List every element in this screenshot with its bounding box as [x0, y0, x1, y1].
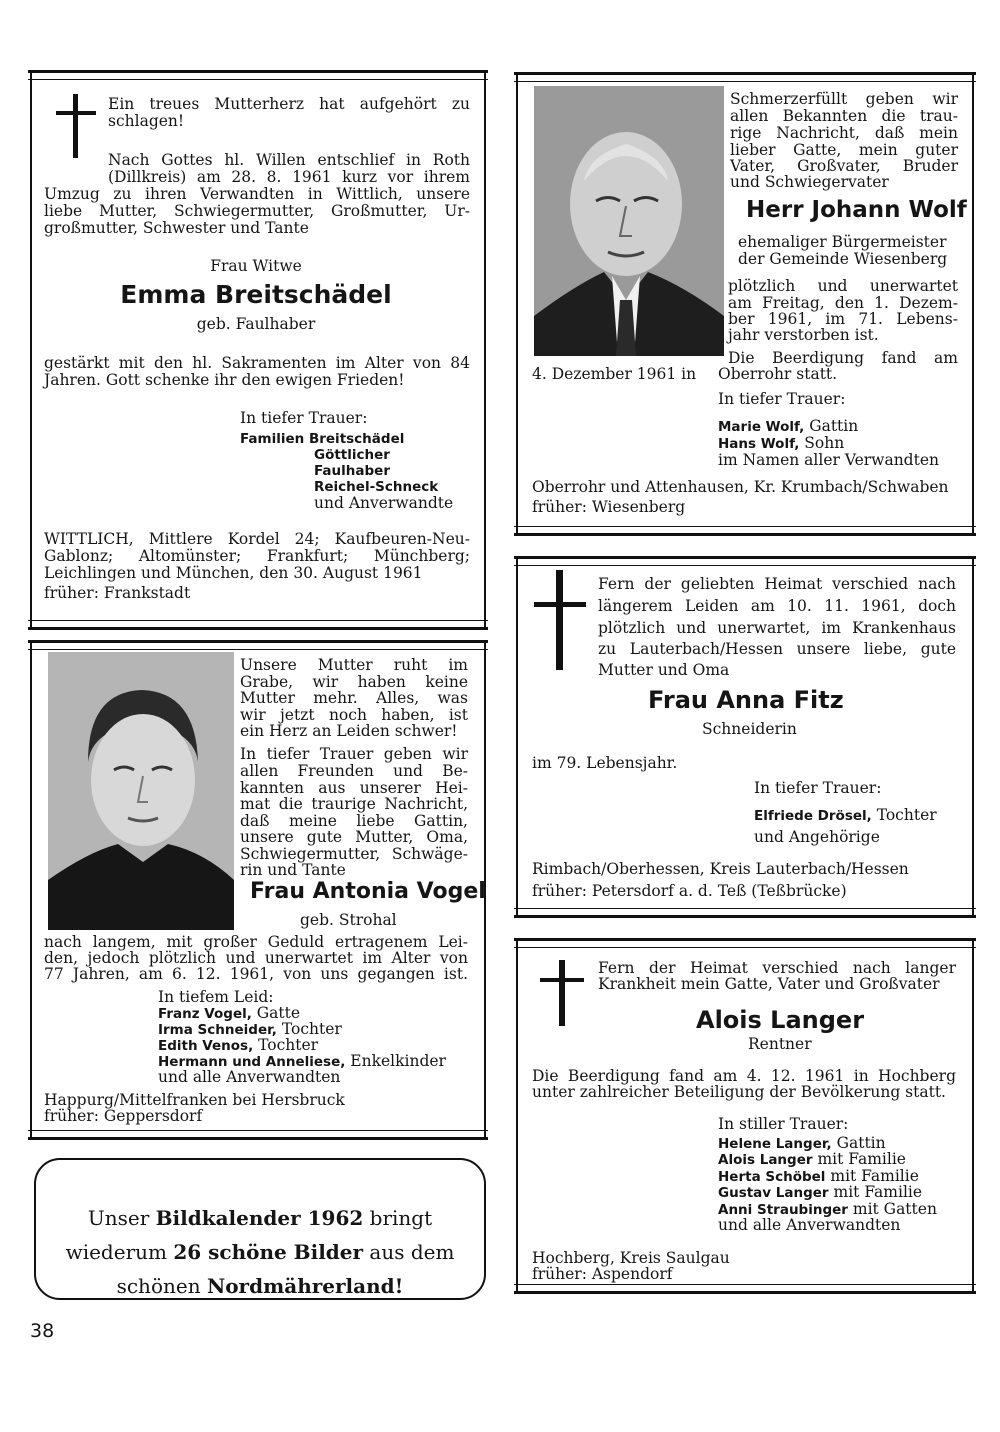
ad-text: 26 schöne Bilder	[173, 1240, 364, 1264]
mourner-relation: Enkelkinder	[350, 1052, 446, 1070]
mourner-name: Anni Straubinger	[718, 1202, 848, 1218]
text-line: gestärkt mit den hl. Sakramenten im Alter von 84	[44, 354, 470, 372]
mourner-name: Helene Langer,	[718, 1136, 832, 1152]
portrait-photo	[48, 652, 234, 930]
ad-text: wiederum	[65, 1240, 167, 1264]
occupation-line: Schneiderin	[702, 720, 797, 738]
text-line: plötzlich und unerwartet, im Krankenhaus	[598, 619, 956, 637]
text-line: Mutter und Oma	[598, 661, 730, 679]
ad-line	[36, 1240, 484, 1264]
deceased-name: Herr Johann Wolf	[746, 197, 967, 223]
text-line: ber 1961, im 71. Lebens-	[728, 310, 958, 328]
text-line: Jahren. Gott schenke ihr den ewigen Frieden!	[44, 371, 405, 389]
text-line: Die Beerdigung fand am	[728, 349, 958, 367]
text-line: Nach Gottes hl. Willen entschlief in Roth	[108, 151, 470, 169]
cross-icon	[534, 570, 586, 670]
place-line: Happurg/Mittelfranken bei Hersbruck	[44, 1091, 345, 1109]
mourner-name: Reichel-Schneck	[314, 479, 439, 495]
mourning-heading: In stiller Trauer:	[718, 1115, 849, 1133]
ad-text: schönen	[116, 1274, 201, 1298]
text-line: Grabe, wir haben keine	[240, 673, 468, 691]
birth-name: geb. Faulhaber	[196, 315, 316, 333]
mourner-name: Gustav Langer	[718, 1185, 829, 1201]
mourner-name: und Anverwandte	[314, 494, 454, 512]
ad-text: Nordmährerland!	[206, 1274, 404, 1298]
text-line: Fern der geliebten Heimat verschied nach	[598, 575, 956, 593]
mourner-relation: Gatte	[256, 1004, 301, 1022]
mourner-name: Irma Schneider,	[158, 1022, 277, 1038]
mourner-name: Faulhaber	[314, 463, 390, 479]
page-number: 38	[30, 1320, 55, 1342]
text-line: unter zahlreicher Beteiligung der Bevölkerung statt.	[532, 1083, 946, 1101]
text-line: Krankheit mein Gatte, Vater und Großvater	[598, 975, 940, 993]
text-line: großmutter, Schwester und Tante	[44, 219, 309, 237]
mourner-name: Hans Wolf,	[718, 436, 800, 452]
occupation-line: der Gemeinde Wiesenberg	[738, 250, 948, 268]
text-line: mat die traurige Nachricht,	[240, 795, 468, 813]
text-line: rin und Tante	[240, 861, 346, 879]
mourning-heading: In tiefer Trauer:	[754, 779, 882, 797]
ad-text: Unser	[87, 1206, 150, 1230]
text-line: kannten aus unserer Hei-	[240, 779, 468, 797]
text-line: am Freitag, den 1. Dezem-	[728, 294, 958, 312]
text-line: zu Lauterbach/Hessen unsere liebe, gute	[598, 640, 956, 658]
text-line: jahr verstorben ist.	[728, 326, 879, 344]
text-line: 4. Dezember 1961 in	[532, 365, 697, 383]
mourner-relation: Tochter	[258, 1036, 319, 1054]
mourner-relation: Tochter	[281, 1020, 342, 1038]
portrait-photo	[534, 86, 724, 356]
ad-line	[36, 1274, 484, 1298]
mourner-line: im Namen aller Verwandten	[718, 451, 939, 469]
text-line: Unsere Mutter ruht im	[240, 656, 468, 674]
text-line: Vater, Großvater, Bruder	[730, 157, 958, 175]
mourner-name: Göttlicher	[314, 447, 390, 463]
text-line: liebe Mutter, Schwiegermutter, Großmutter, Ur-	[44, 202, 470, 220]
text-line: Umzug zu ihren Verwandten in Wittlich, unsere	[44, 185, 470, 203]
text-line: schlagen!	[108, 112, 185, 130]
mourner-relation: mit Familie	[817, 1150, 906, 1168]
mourner-name: Franz Vogel,	[158, 1006, 252, 1022]
deceased-name: Frau Antonia Vogel	[250, 879, 486, 904]
text-line: rige Nachricht, daß mein	[730, 124, 958, 142]
text-line: und Schwiegervater	[730, 173, 889, 191]
place-line: Gablonz; Altomünster; Frankfurt; Münchberg;	[44, 547, 470, 565]
mourning-heading: In tiefer Trauer:	[240, 409, 368, 427]
birth-name: geb. Strohal	[300, 911, 397, 929]
text-line: ein Herz an Leiden schwer!	[240, 722, 458, 740]
place-line: früher: Frankstadt	[44, 584, 191, 602]
text-line: wir jetzt noch haben, ist	[240, 706, 468, 724]
place-line: Leichlingen und München, den 30. August 1961	[44, 564, 423, 582]
mourner-name: Elfriede Drösel,	[754, 808, 872, 824]
mourner-name: Herta Schöbel	[718, 1169, 826, 1185]
text-line: (Dillkreis) am 28. 8. 1961 kurz vor ihrem	[108, 168, 470, 186]
place-line: früher: Aspendorf	[532, 1265, 673, 1283]
text-line: Schwiegermutter, Schwäge-	[240, 845, 468, 863]
deceased-name: Frau Anna Fitz	[648, 686, 844, 714]
text-line: längerem Leiden am 10. 11. 1961, doch	[598, 597, 956, 615]
mourner-name: Hermann und Anneliese,	[158, 1054, 346, 1070]
mourner-relation: mit Gatten	[852, 1200, 937, 1218]
place-line: Rimbach/Oberhessen, Kreis Lauterbach/Hessen	[532, 860, 909, 878]
text-line: unsere gute Mutter, Oma,	[240, 828, 468, 846]
deceased-name: Emma Breitschädel	[120, 280, 392, 309]
mourner-relation: mit Familie	[830, 1167, 919, 1185]
text-line: Ein treues Mutterherz hat aufgehört zu	[108, 95, 470, 113]
text-line: 77 Jahren, am 6. 12. 1961, von uns gegangen ist.	[44, 965, 468, 983]
text-line: daß meine liebe Gattin,	[240, 812, 468, 830]
text-line: allen Freunden und Be-	[240, 762, 468, 780]
mourner-relation: Gattin	[809, 417, 859, 435]
mourner-relation: mit Familie	[833, 1183, 923, 1201]
text-line: Fern der Heimat verschied nach langer	[598, 959, 956, 977]
text-line: den, jedoch plötzlich und unerwartet im Alter von	[44, 949, 468, 967]
mourner-name: Familien Breitschädel	[240, 431, 405, 447]
text-line: lieber Gatte, mein guter	[730, 141, 958, 159]
mourner-name: Marie Wolf,	[718, 419, 805, 435]
place-line: früher: Geppersdorf	[44, 1107, 203, 1125]
mourner-name: Edith Venos,	[158, 1038, 254, 1054]
text-line: Die Beerdigung fand am 4. 12. 1961 in Hochberg	[532, 1067, 956, 1085]
mourner-relation: Sohn	[804, 434, 845, 452]
text-line: Schmerzerfüllt geben wir	[730, 90, 958, 108]
cross-icon	[56, 94, 96, 158]
calendar-advertisement	[34, 1158, 486, 1300]
text-line: In tiefer Trauer geben wir	[240, 745, 468, 763]
mourning-heading: In tiefer Trauer:	[718, 390, 846, 408]
text-line: Oberrohr statt.	[718, 365, 838, 383]
mourner-line	[754, 807, 937, 825]
text-line: allen Bekannten die trau-	[730, 107, 958, 125]
place-line: Oberrohr und Attenhausen, Kr. Krumbach/Schwaben	[532, 478, 949, 496]
deceased-name: Alois Langer	[696, 1006, 865, 1034]
place-line: früher: Petersdorf a. d. Teß (Teßbrücke)	[532, 882, 847, 900]
mourner-name: Alois Langer	[718, 1152, 813, 1168]
ad-text: bringt	[369, 1206, 433, 1230]
cross-icon	[540, 960, 584, 1026]
text-line: Mutter mehr. Alles, was	[240, 689, 468, 707]
place-line: WITTLICH, Mittlere Kordel 24; Kaufbeuren-Neu-	[44, 530, 470, 548]
occupation-line: ehemaliger Bürgermeister	[738, 233, 947, 251]
ad-text: aus dem	[369, 1240, 455, 1264]
text-line: plötzlich und unerwartet	[728, 277, 958, 295]
mourner-relation: Tochter	[876, 806, 937, 824]
text-line: im 79. Lebensjahr.	[532, 754, 678, 772]
text-line: nach langem, mit großer Geduld ertragenem Lei-	[44, 933, 468, 951]
mourner-relation: Gattin	[836, 1134, 886, 1152]
ad-line	[36, 1206, 484, 1230]
mourner-line: und alle Anverwandten	[718, 1216, 901, 1234]
mourner-line: und alle Anverwandten	[158, 1068, 341, 1086]
place-line: früher: Wiesenberg	[532, 498, 686, 516]
place-line: Hochberg, Kreis Saulgau	[532, 1249, 730, 1267]
name-prefix: Frau Witwe	[210, 257, 302, 275]
mourner-line: und Angehörige	[754, 828, 880, 846]
mourning-heading: In tiefem Leid:	[158, 988, 274, 1006]
occupation-line: Rentner	[748, 1035, 812, 1053]
ad-text: Bildkalender 1962	[155, 1206, 364, 1230]
